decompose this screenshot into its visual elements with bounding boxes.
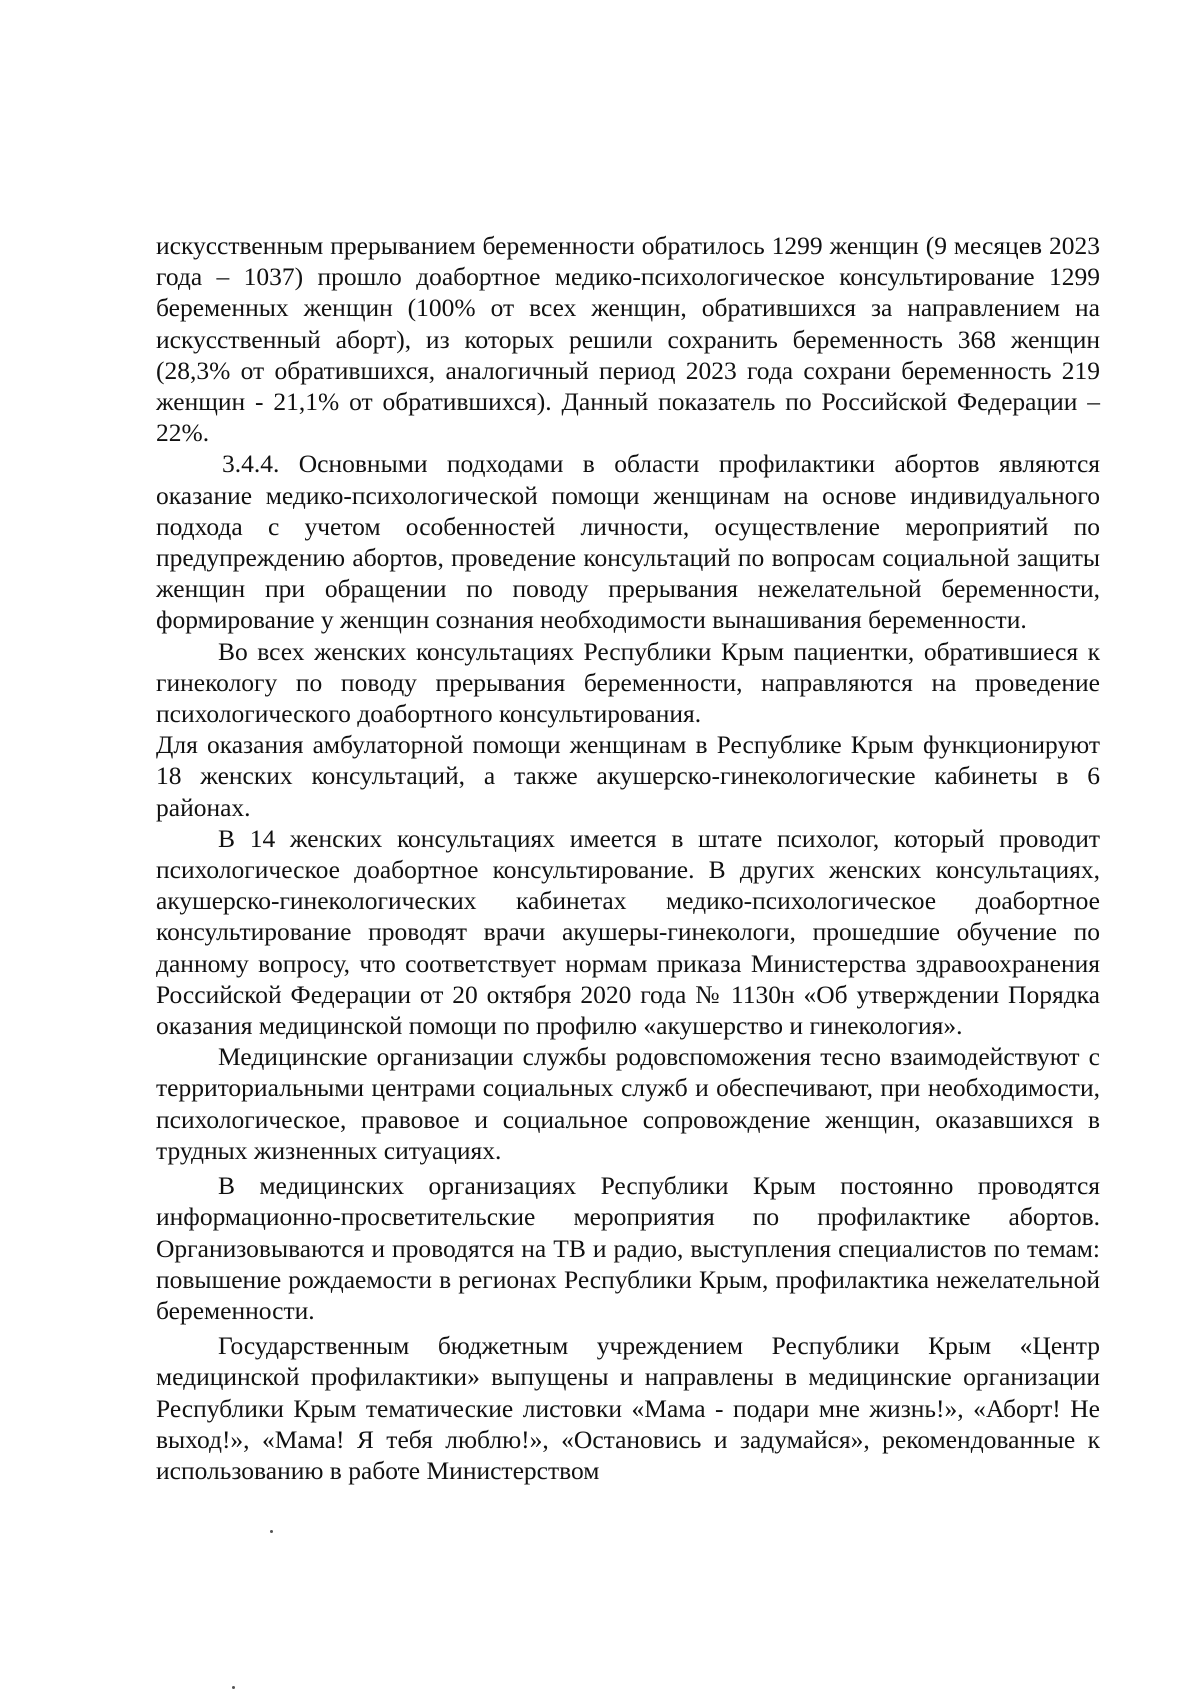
scan-artifact-dot <box>270 1530 273 1533</box>
paragraph-social-services-cooperation: Медицинские организации службы родовспоможения тесно взаимодействуют с территориальными центрами социальных служб и обеспечивают, при необходимости, психологическое, правовое и социальное сопровождение женщин, оказавшихся в трудных жизненных ситуациях. <box>156 1042 1100 1165</box>
document-body <box>156 230 1100 1486</box>
paragraph-information-events: В медицинских организациях Республики Крым постоянно проводятся информационно-просветительские мероприятия по профилактике абортов. Организовываются и проводятся на ТВ и радио, выступления специалистов по темам: повышение рождаемости в регионах Республики Крым, профилактика нежелательной беременности. <box>156 1171 1100 1325</box>
paragraph-leaflets: Государственным бюджетным учреждением Республики Крым «Центр медицинской профилактики» выпущены и направлены в медицинские организации Республики Крым тематические листовки «Мама - подари мне жизнь!», «Аборт! Не выход!», «Мама! Я тебя люблю!», «Остановись и задумайся», рекомендованные к использованию в работе Министерством <box>156 1331 1100 1485</box>
paragraph-womens-consultations-referral: Во всех женских консультациях Республики Крым пациентки, обратившиеся к гинекологу по поводу прерывания беременности, направляются на проведение психологического доабортного консультирования. <box>156 636 1100 729</box>
paragraph-abortion-counseling-stats: искусственным прерыванием беременности обратилось 1299 женщин (9 месяцев 2023 года – 1037) прошло доабортное медико-психологическое консультирование 1299 беременных женщин (100% от всех женщин, обратившихся за направлением на искусственный аборт), из которых решили сохранить беременность 368 женщин (28,3% от обратившихся, аналогичный период 2023 года сохрани беременность 219 женщин - 21,1% от обратившихся). Данный показатель по Российской Федерации – 22%. <box>156 231 1100 448</box>
paragraph-psychologist-staffing: В 14 женских консультациях имеется в штате психолог, который проводит психологическое доабортное консультирование. В других женских консультациях, акушерско-гинекологических кабинетах медико-психологическое доабортное консультирование проводят врачи акушеры-гинекологи, прошедшие обучение по данному вопросу, что соответствует нормам приказа Министерства здравоохранения Российской Федерации от 20 октября 2020 года № 1130н «Об утверждении Порядка оказания медицинской помощи по профилю «акушерство и гинекология». <box>156 823 1100 1041</box>
paragraph-outpatient-care: Для оказания амбулаторной помощи женщинам в Республике Крым функционируют 18 женских консультаций, а также акушерско-гинекологические кабинеты в 6 районах. <box>156 730 1100 822</box>
scan-artifact-dot <box>232 1686 235 1689</box>
paragraph-3-4-4-prevention-approaches: 3.4.4. Основными подходами в области профилактики абортов являются оказание медико-психологической помощи женщинам на основе индивидуального подхода с учетом особенностей личности, осуществление мероприятий по предупреждению абортов, проведение консультаций по вопросам социальной защиты женщин при обращении по поводу прерывания нежелательной беременности, формирование у женщин сознания необходимости вынашивания беременности. <box>156 449 1100 635</box>
